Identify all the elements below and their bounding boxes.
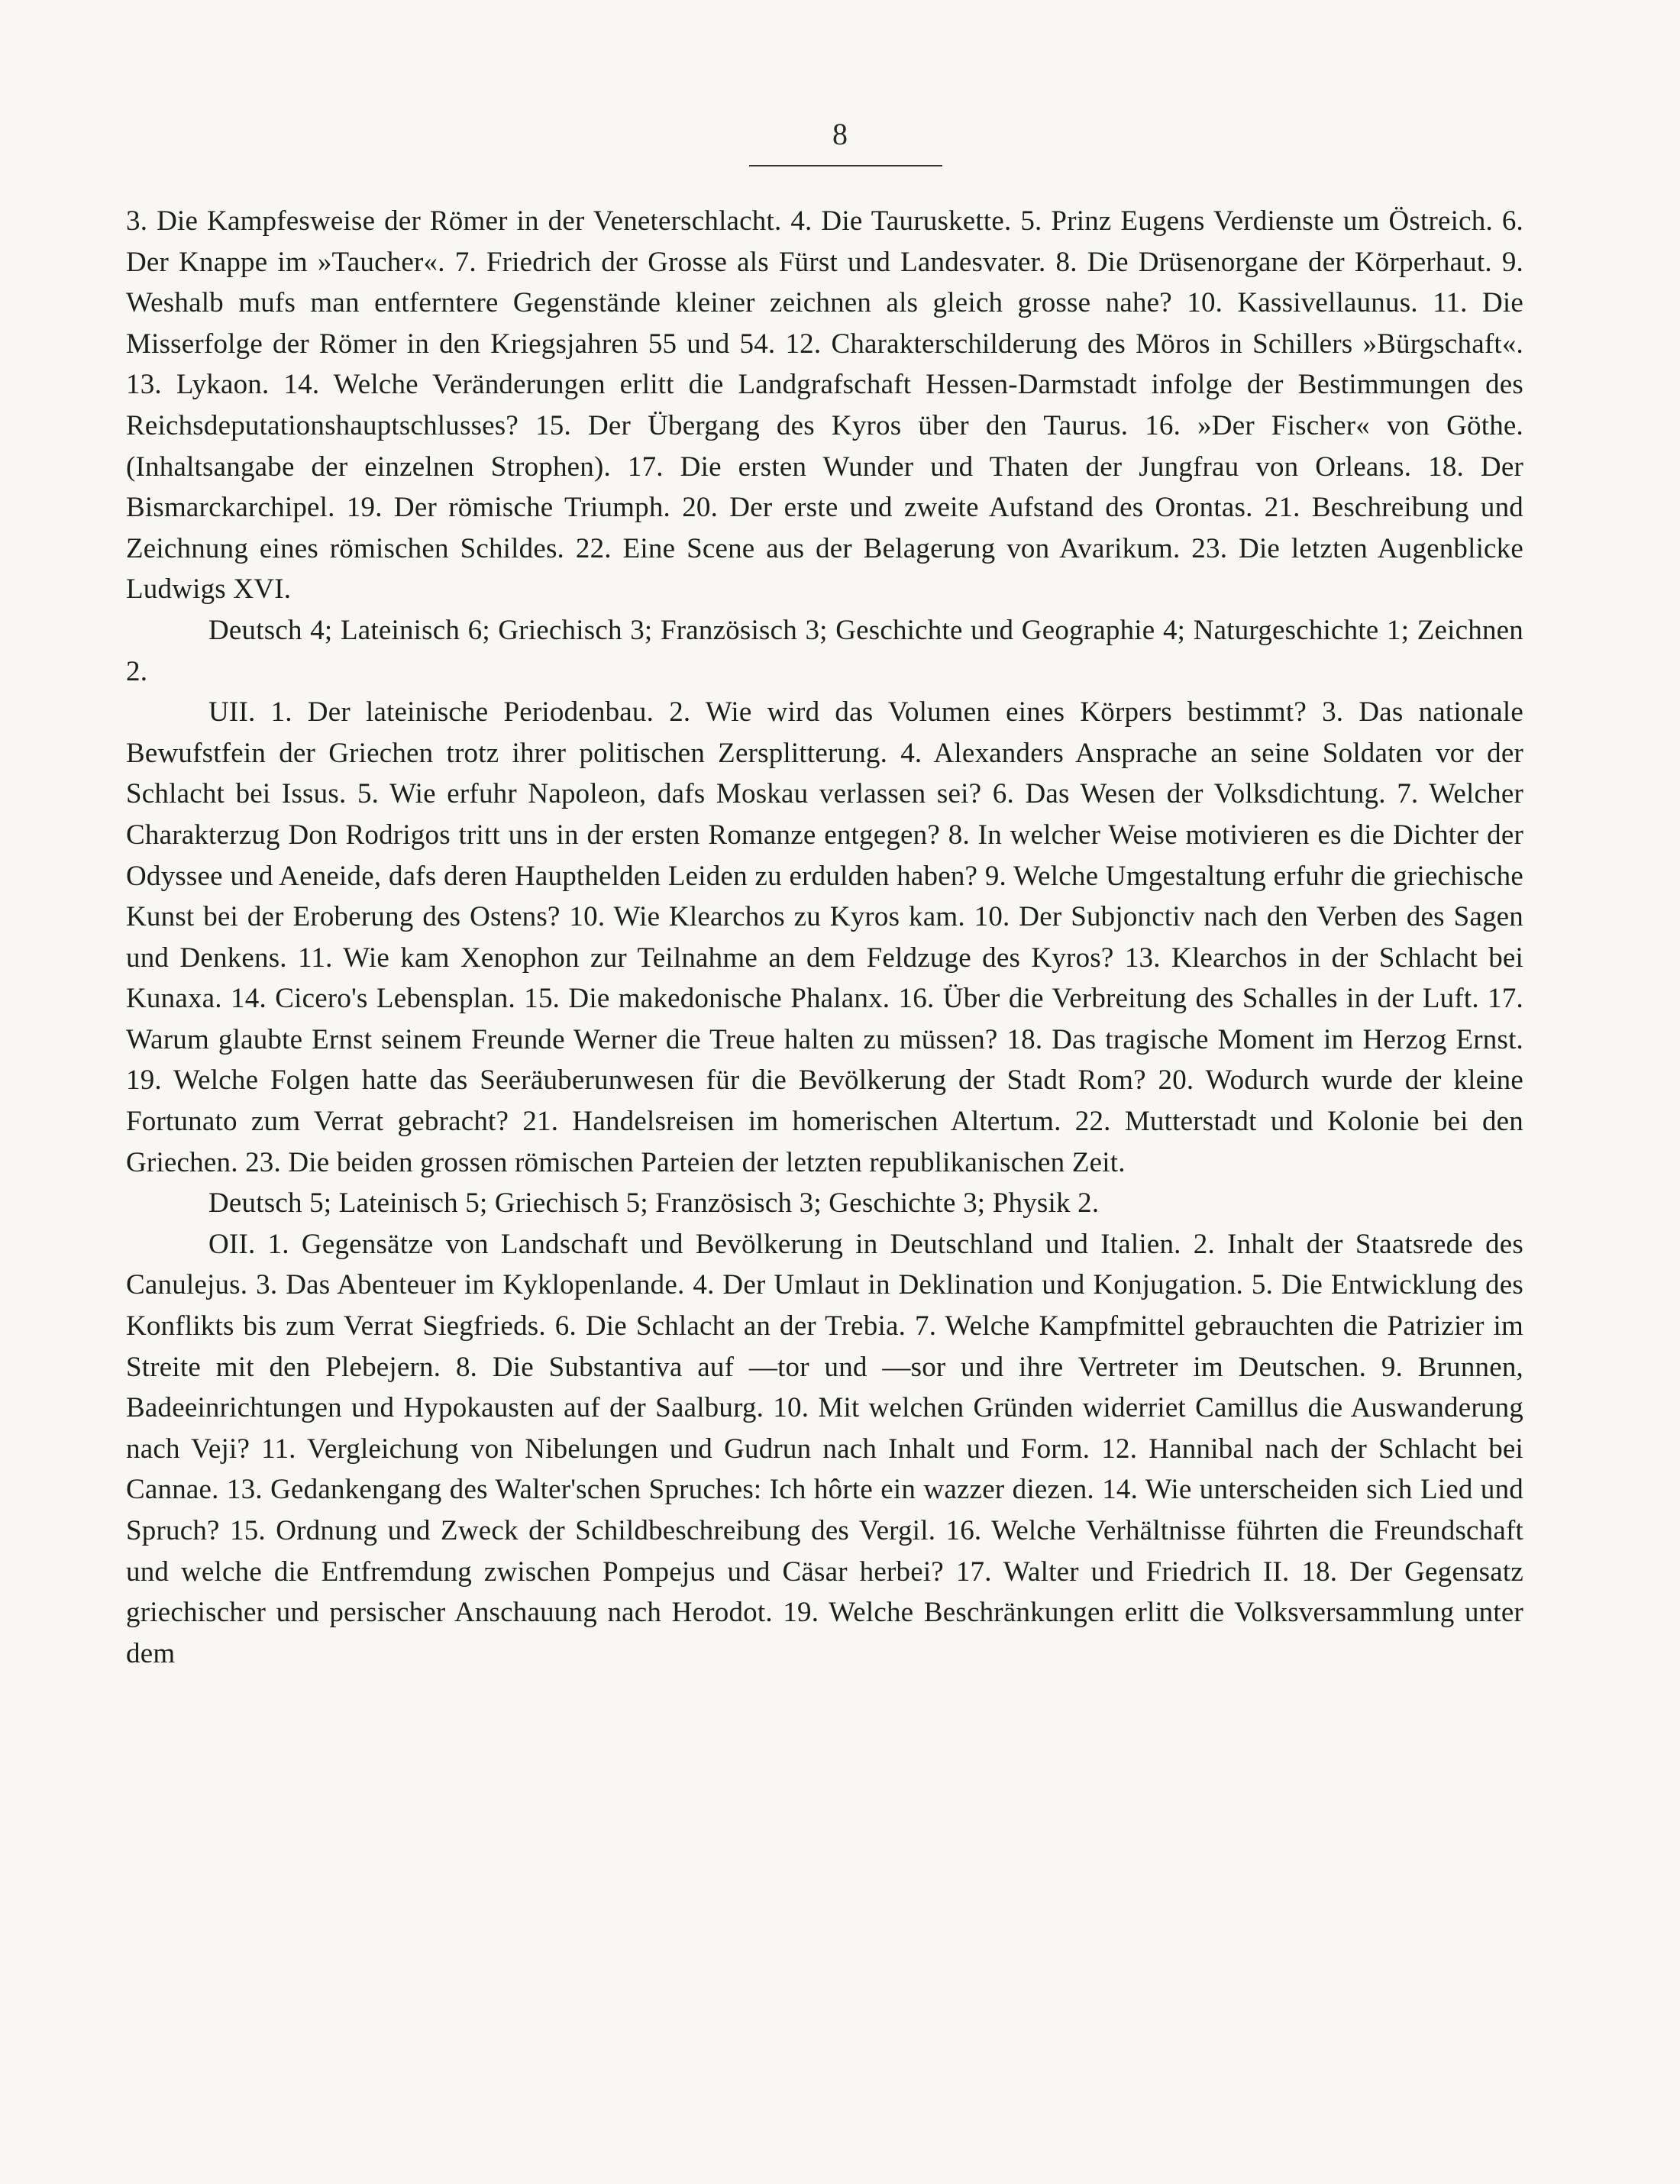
body-text <box>126 201 1523 1674</box>
paragraph-uii-topics: UII. 1. Der lateinische Periodenbau. 2. Wie wird das Volumen eines Körpers bestimmt? 3. Das nationale Bewufstfein der Griechen trotz ihrer politischen Zersplitterung. 4. Alexanders Ansprache an seine Soldaten vor der Schlacht bei Issus. 5. Wie erfuhr Napoleon, dafs Moskau verlassen sei? 6. Das Wesen der Volksdichtung. 7. Welcher Charakterzug Don Rodrigos tritt uns in der ersten Romanze entgegen? 8. In welcher Weise motivieren es die Dichter der Odyssee und Aeneide, dafs deren Haupthelden Leiden zu erdulden haben? 9. Welche Umgestaltung erfuhr die griechische Kunst bei der Eroberung des Ostens? 10. Wie Klearchos zu Kyros kam. 10. Der Subjonctiv nach den Verben des Sagen und Denkens. 11. Wie kam Xenophon zur Teilnahme an dem Feldzuge des Kyros? 13. Klearchos in der Schlacht bei Kunaxa. 14. Cicero's Lebensplan. 15. Die makedonische Phalanx. 16. Über die Verbreitung des Schalles in der Luft. 17. Warum glaubte Ernst seinem Freunde Werner die Treue halten zu müssen? 18. Das tragische Moment im Herzog Ernst. 19. Welche Folgen hatte das Seeräuberunwesen für die Bevölkerung der Stadt Rom? 20. Wodurch wurde der kleine Fortunato zum Verrat gebracht? 21. Handelsreisen im homerischen Altertum. 22. Mutterstadt und Kolonie bei den Griechen. 23. Die beiden grossen römischen Parteien der letzten republikanischen Zeit. <box>126 696 1523 1178</box>
paragraph-uii-hours: Deutsch 5; Lateinisch 5; Griechisch 5; Französisch 3; Geschichte 3; Physik 2. <box>208 1187 1100 1220</box>
page-number-rule <box>749 165 942 166</box>
paragraph-oii-topics: OII. 1. Gegensätze von Landschaft und Bevölkerung in Deutschland und Italien. 2. Inhalt der Staatsrede des Canulejus. 3. Das Abenteuer im Kyklopenlande. 4. Der Umlaut in Deklination und Konjugation. 5. Die Entwicklung des Konflikts bis zum Verrat Siegfrieds. 6. Die Schlacht an der Trebia. 7. Welche Kampfmittel gebrauchten die Patrizier im Streite mit den Plebejern. 8. Die Substantiva auf —tor und —sor und ihre Vertreter im Deutschen. 9. Brunnen, Badeeinrichtungen und Hypokausten auf der Saalburg. 10. Mit welchen Gründen widerriet Camillus die Auswanderung nach Veji? 11. Vergleichung von Nibelungen und Gudrun nach Inhalt und Form. 12. Hannibal nach der Schlacht bei Cannae. 13. Gedankengang des Walter'schen Spruches: Ich hôrte ein wazzer diezen. 14. Wie unterscheiden sich Lied und Spruch? 15. Ordnung und Zweck der Schildbeschreibung des Vergil. 16. Welche Verhältnisse führten die Freundschaft und welche die Entfremdung zwischen Pompejus und Cäsar herbei? 17. Walter und Friedrich II. 18. Der Gegensatz griechischer und persischer Anschauung nach Herodot. 19. Welche Beschränkungen erlitt die Volksversammlung unter dem <box>126 1228 1523 1669</box>
page-number: 8 <box>832 117 848 151</box>
paragraph-uiii-hours: Deutsch 4; Lateinisch 6; Griechisch 3; Französisch 3; Geschichte und Geographie 4; Naturgeschichte 1; Zeichnen 2. <box>126 614 1523 687</box>
paragraph-uiii-topics: 3. Die Kampfesweise der Römer in der Veneterschlacht. 4. Die Tauruskette. 5. Prinz Eugens Verdienste um Östreich. 6. Der Knappe im »Taucher«. 7. Friedrich der Grosse als Fürst und Landesvater. 8. Die Drüsenorgane der Körperhaut. 9. Weshalb mufs man entferntere Gegenstände kleiner zeichnen als gleich grosse nahe? 10. Kassivellaunus. 11. Die Misserfolge der Römer in den Kriegsjahren 55 und 54. 12. Charakterschilderung des Möros in Schillers »Bürgschaft«. 13. Lykaon. 14. Welche Veränderungen erlitt die Landgrafschaft Hessen-Darmstadt infolge der Bestimmungen des Reichsdeputationshauptschlusses? 15. Der Übergang des Kyros über den Taurus. 16. »Der Fischer« von Göthe. (Inhaltsangabe der einzelnen Strophen). 17. Die ersten Wunder und Thaten der Jungfrau von Orleans. 18. Der Bismarckarchipel. 19. Der römische Triumph. 20. Der erste und zweite Aufstand des Orontas. 21. Beschreibung und Zeichnung eines römischen Schildes. 22. Eine Scene aus der Belagerung von Avarikum. 23. Die letzten Augenblicke Ludwigs XVI. <box>126 205 1523 606</box>
